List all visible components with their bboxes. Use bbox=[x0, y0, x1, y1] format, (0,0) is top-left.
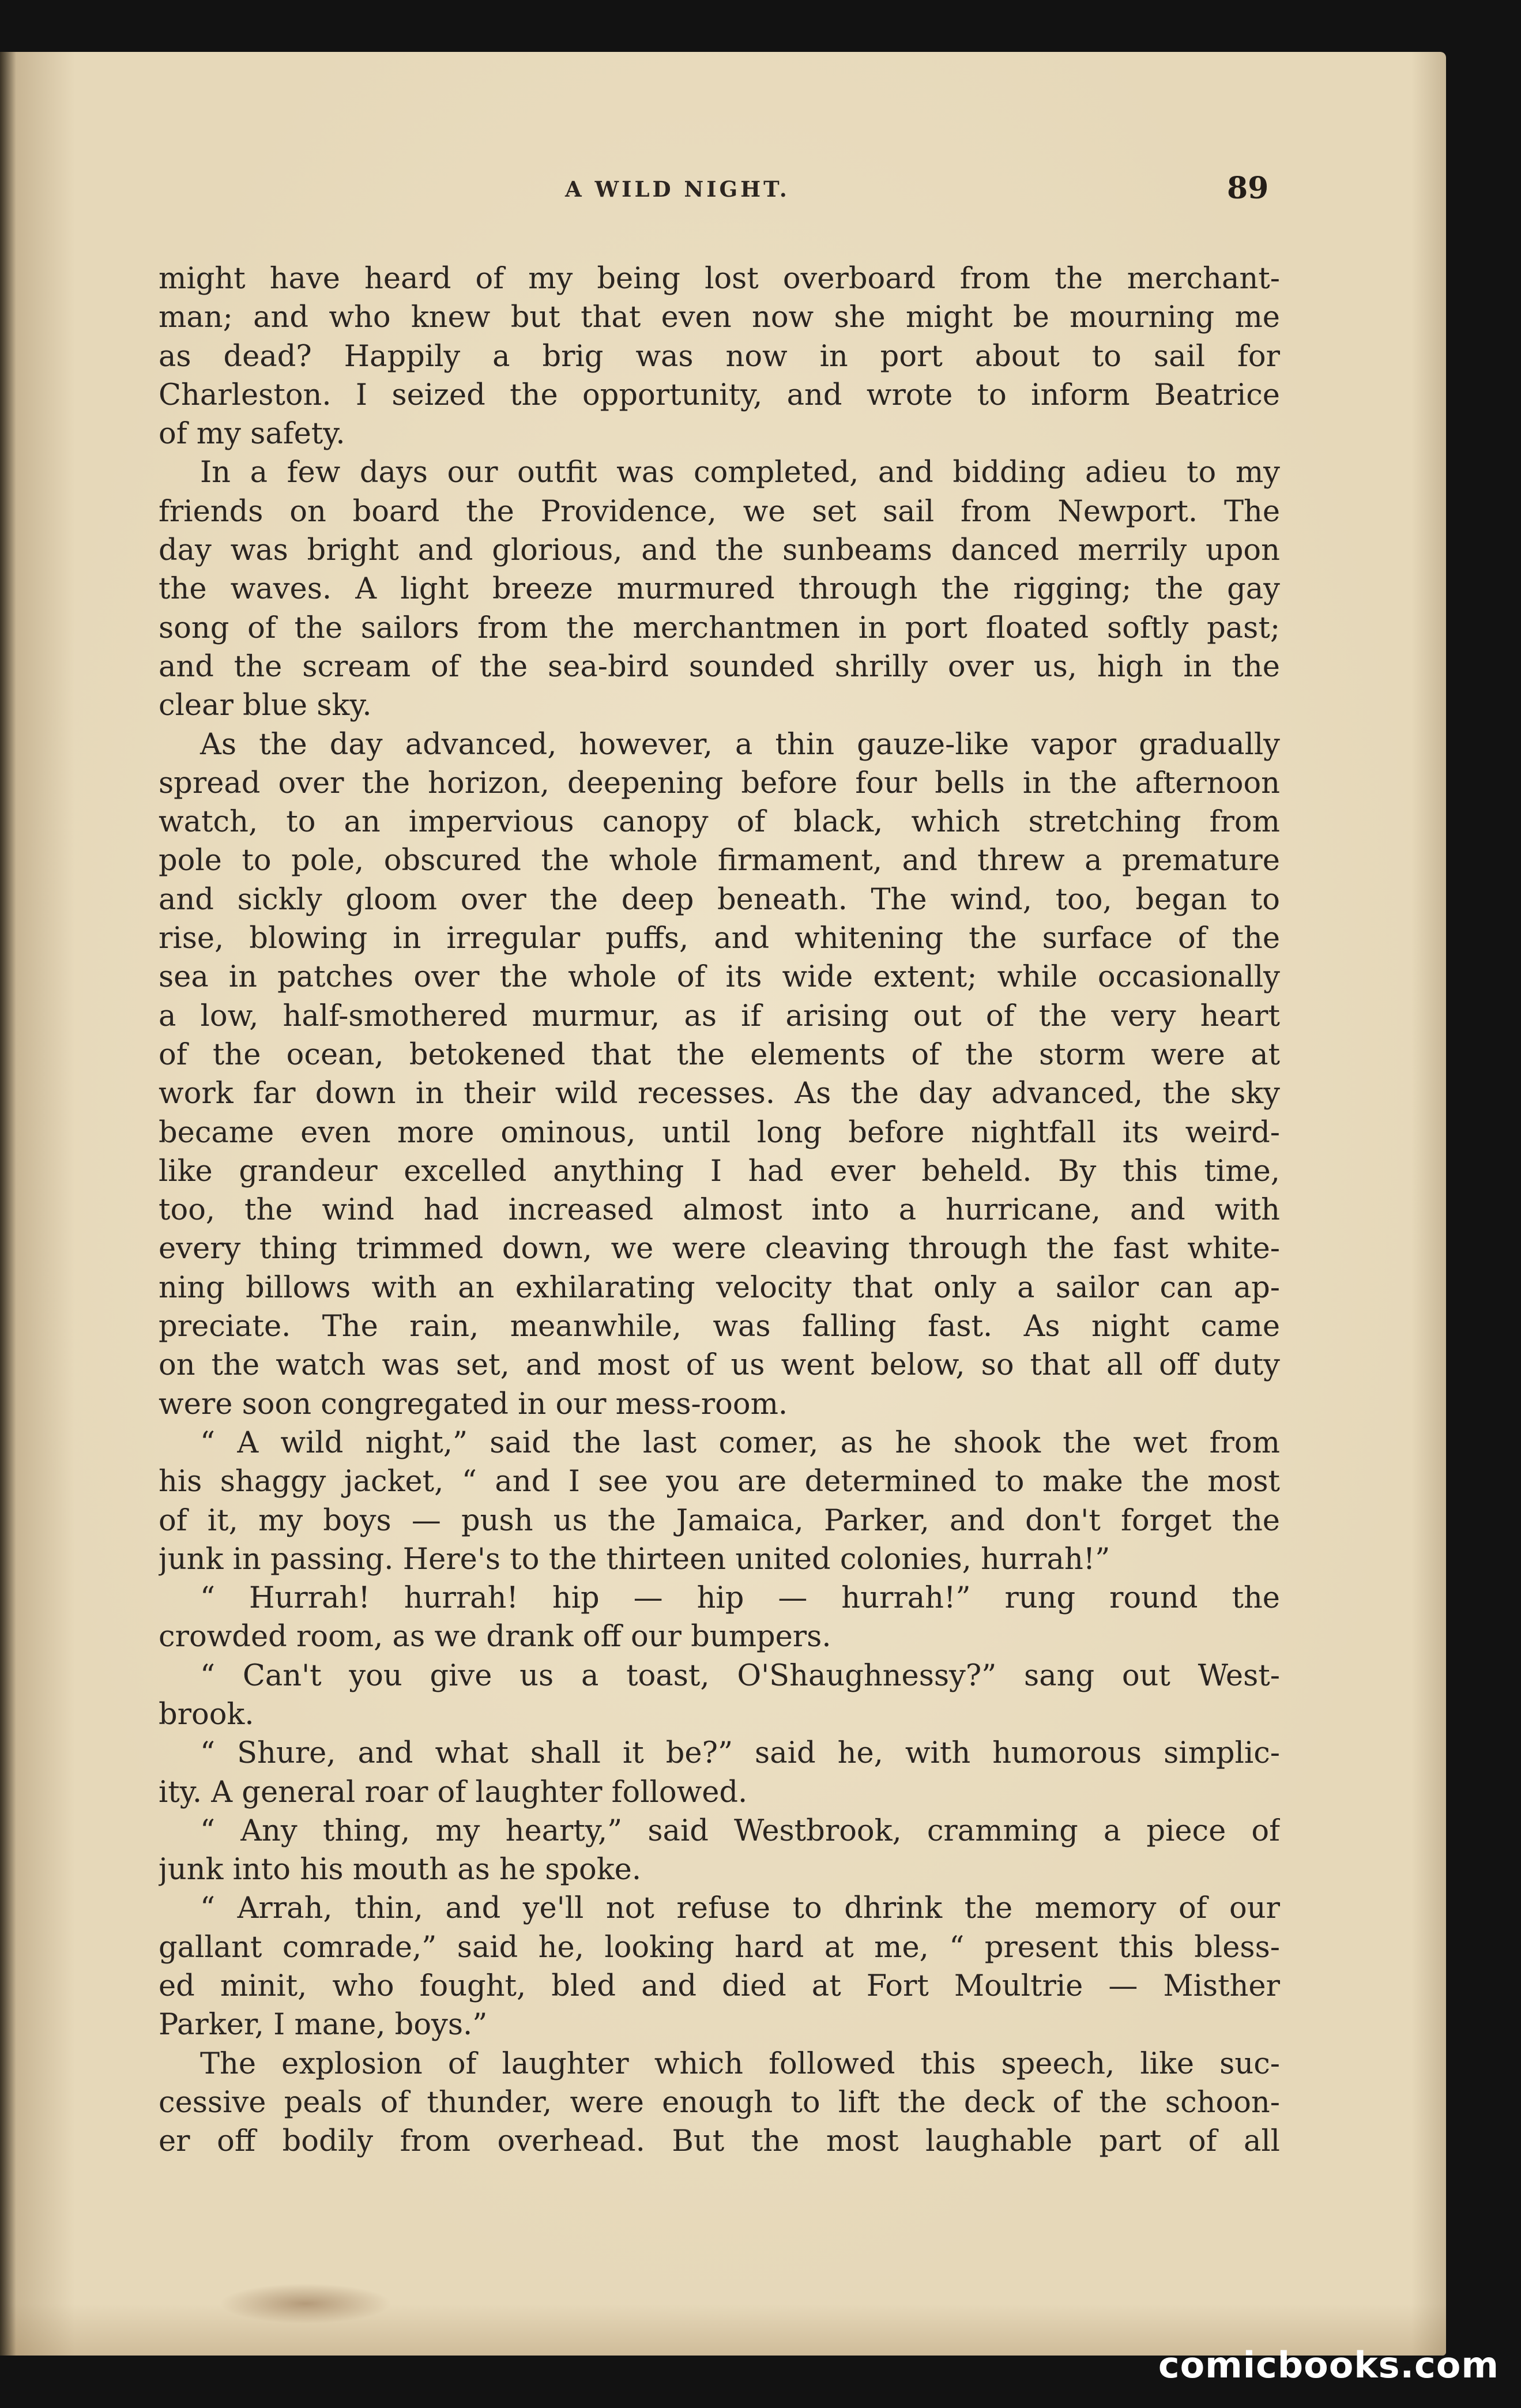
text-line: ning billows with an exhilarating velocity that only a sailor can ap- bbox=[159, 1270, 1280, 1305]
text-line: and sickly gloom over the deep beneath. The wind, too, began to bbox=[159, 882, 1280, 917]
text-line: Charleston. I seized the opportunity, and wrote to inform Beatrice bbox=[159, 378, 1280, 412]
text-line: of it, my boys — push us the Jamaica, Parker, and don't forget the bbox=[159, 1503, 1280, 1538]
text-line: spread over the horizon, deepening before four bells in the afternoon bbox=[159, 766, 1280, 800]
text-line: “ Any thing, my hearty,” said Westbrook, cramming a piece of bbox=[200, 1813, 1280, 1848]
text-line: preciate. The rain, meanwhile, was falling fast. As night came bbox=[159, 1310, 1280, 1344]
text-line: of the ocean, betokened that the elements of the storm were at bbox=[159, 1037, 1280, 1072]
page-stain bbox=[219, 2283, 392, 2324]
text-line: junk into his mouth as he spoke. bbox=[159, 1853, 642, 1887]
text-line: “ A wild night,” said the last comer, as he shook the wet from bbox=[200, 1425, 1280, 1460]
text-line: every thing trimmed down, we were cleaving through the fast white- bbox=[159, 1232, 1280, 1266]
text-line: song of the sailors from the merchantmen in port floated softly past; bbox=[159, 611, 1280, 645]
text-line: day was bright and glorious, and the sunbeams danced merrily upon bbox=[159, 533, 1280, 568]
text-line: were soon congregated in our mess-room. bbox=[159, 1387, 788, 1421]
running-head bbox=[0, 171, 1446, 211]
text-line: crowded room, as we drank off our bumpers. bbox=[159, 1620, 831, 1654]
text-line: and the scream of the sea-bird sounded shrilly over us, high in the bbox=[159, 649, 1280, 684]
text-line: became even more ominous, until long before nightfall its weird- bbox=[159, 1115, 1280, 1150]
text-line: pole to pole, obscured the whole firmament, and threw a premature bbox=[159, 844, 1280, 878]
running-head-title: A WILD NIGHT. bbox=[565, 176, 790, 202]
text-line: As the day advanced, however, a thin gauze-like vapor gradually bbox=[200, 727, 1280, 762]
text-line: a low, half-smothered murmur, as if arising out of the very heart bbox=[159, 999, 1280, 1033]
text-line: brook. bbox=[159, 1697, 254, 1732]
text-line: might have heard of my being lost overboard from the merchant- bbox=[159, 262, 1280, 296]
page-gutter-shadow bbox=[0, 52, 16, 2356]
text-line: junk in passing. Here's to the thirteen united colonies, hurrah!” bbox=[159, 1542, 1110, 1577]
text-line: “ Arrah, thin, and ye'll not refuse to dhrink the memory of our bbox=[200, 1891, 1280, 1926]
text-line: his shaggy jacket, “ and I see you are determined to make the most bbox=[159, 1465, 1280, 1499]
text-line: Parker, I mane, boys.” bbox=[159, 2008, 488, 2042]
text-line: the waves. A light breeze murmured through the rigging; the gay bbox=[159, 572, 1280, 607]
text-line: on the watch was set, and most of us went below, so that all off duty bbox=[159, 1348, 1280, 1383]
site-watermark: comicbooks.com bbox=[1158, 2344, 1499, 2386]
text-line: ed minit, who fought, bled and died at Fort Moultrie — Misther bbox=[159, 1969, 1280, 2004]
body-text bbox=[159, 259, 1280, 2161]
text-line: work far down in their wild recesses. As the day advanced, the sky bbox=[159, 1077, 1280, 1111]
text-line: too, the wind had increased almost into a hurricane, and with bbox=[159, 1193, 1280, 1228]
text-line: In a few days our outfit was completed, and bidding adieu to my bbox=[200, 456, 1280, 490]
text-line: “ Shure, and what shall it be?” said he, with humorous simplic- bbox=[200, 1736, 1280, 1771]
text-line: cessive peals of thunder, were enough to lift the deck of the schoon- bbox=[159, 2085, 1280, 2120]
text-line: as dead? Happily a brig was now in port about to sail for bbox=[159, 339, 1280, 374]
text-line: like grandeur excelled anything I had ever beheld. By this time, bbox=[159, 1154, 1280, 1188]
text-line: of my safety. bbox=[159, 417, 345, 452]
text-line: watch, to an impervious canopy of black, which stretching from bbox=[159, 805, 1280, 840]
text-line: ity. A general roar of laughter followed. bbox=[159, 1775, 748, 1809]
text-line: friends on board the Providence, we set sail from Newport. The bbox=[159, 494, 1280, 529]
text-line: gallant comrade,” said he, looking hard at me, “ present this bless- bbox=[159, 1930, 1280, 1965]
text-line: clear blue sky. bbox=[159, 688, 372, 723]
text-line: sea in patches over the whole of its wide extent; while occasionally bbox=[159, 960, 1280, 995]
text-line: rise, blowing in irregular puffs, and whitening the surface of the bbox=[159, 921, 1280, 956]
text-line: er off bodily from overhead. But the most laughable part of all bbox=[159, 2124, 1280, 2159]
text-line: man; and who knew but that even now she might be mourning me bbox=[159, 300, 1280, 335]
text-line: “ Hurrah! hurrah! hip — hip — hurrah!” rung round the bbox=[200, 1581, 1280, 1616]
page-number: 89 bbox=[1227, 171, 1269, 206]
text-line: “ Can't you give us a toast, O'Shaughnessy?” sang out West- bbox=[200, 1658, 1280, 1693]
text-line: The explosion of laughter which followed this speech, like suc- bbox=[200, 2046, 1280, 2081]
